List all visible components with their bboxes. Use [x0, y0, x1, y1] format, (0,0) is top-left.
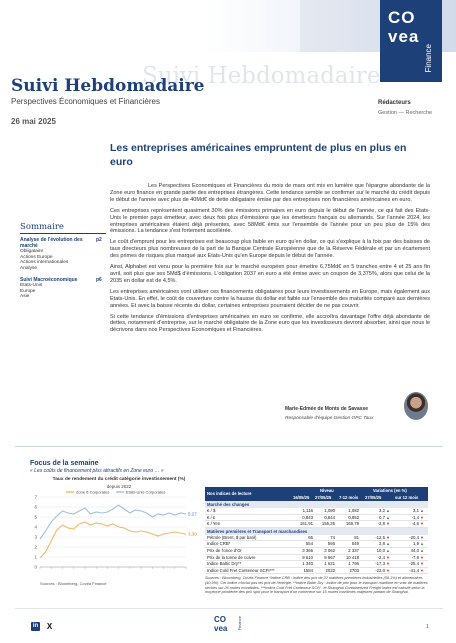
variation-1: -2,8	[377, 521, 385, 527]
y-tick-label: 0	[34, 564, 37, 570]
value-date2: 2032	[325, 567, 335, 573]
value-date2: 74	[330, 534, 335, 540]
variation-2: -41,4	[409, 567, 419, 573]
section-divider	[15, 446, 443, 447]
article-paragraph: Le coût d'emprunt pour les entreprises est beaucoup plus faible en euro qu'en dollar, ce qui s'explique à la fois par des baisses de taux directeurs plus nombreuses de la part de la Banque Centrale Européenne que de la Réserve Fédérale et par un écartement des primes de risques plus marqué aux Etats-Unis qu'en Europe depuis le début de l'année.	[110, 239, 430, 260]
arrow-down-icon: ▼	[386, 534, 390, 540]
sommaire-item[interactable]: Actions internationales	[20, 260, 69, 265]
redacteurs-names: Gestion — Recherche	[378, 110, 433, 116]
value-date2: 0,844	[324, 514, 335, 520]
fx-rows	[205, 508, 428, 528]
logo-sub: Finance	[424, 44, 433, 73]
variation-1: 2,8	[379, 541, 385, 547]
header-var1: 27/05/25	[365, 495, 382, 500]
y-tick-label: 4	[34, 524, 37, 530]
article-body	[110, 183, 430, 338]
value-date1: 1,116	[302, 508, 313, 513]
y-tick-label: 6	[34, 504, 37, 510]
row-name: Indice CRB*	[207, 541, 231, 547]
value-date2: 566	[327, 541, 335, 547]
value-date1: 3 366	[302, 547, 313, 553]
value-date3: 1,082	[348, 508, 359, 513]
focus-subtitle: « Les coûts de financement plus attractifs en Zone euro … »	[30, 468, 164, 474]
variation-1: 0,7	[379, 514, 385, 520]
value-date2: 1 621	[324, 561, 335, 567]
row-name: Indice Cold Fret Conteneur SCFI***	[207, 567, 275, 573]
value-date2: 1,080	[324, 508, 335, 513]
value-date1: 554	[305, 541, 313, 547]
table-section-title: Marché des changes	[205, 501, 428, 508]
series-line-zone-euro	[40, 522, 186, 558]
row-name: € / Yen	[207, 521, 221, 527]
article-headline: Les entreprises américaines empruntent de plus en plus en euro	[110, 142, 407, 168]
value-date2: 9 667	[324, 554, 335, 560]
row-name: Indice Baltic Dry**	[207, 561, 242, 567]
chart-title: Taux de rendement du crédit catégorie investissement (%)	[52, 477, 186, 482]
value-date3: 169,79	[345, 521, 359, 527]
sommaire-item[interactable]: Analyse	[20, 265, 38, 271]
footer-divider	[15, 608, 443, 609]
variation-2: 44,0	[410, 547, 419, 553]
row-name: Prix de l'once d'Or	[207, 547, 242, 553]
footer-logo-line2: vea	[214, 624, 228, 633]
linkedin-icon[interactable]: in	[32, 623, 39, 629]
arrow-down-icon: ▼	[386, 521, 390, 527]
arrow-up-icon: ▲	[420, 541, 424, 547]
header-niveau: Niveau	[320, 488, 334, 493]
value-date1: 1 340	[302, 561, 313, 567]
value-date1: 65	[308, 534, 313, 540]
footer-logo-line1: CO	[214, 615, 226, 624]
page-title: Suivi Hebdomadaire	[11, 76, 205, 96]
variation-1: -2,4	[377, 554, 385, 560]
sommaire-item[interactable]: Asie	[20, 294, 30, 299]
author-name: Marie-Edmée de Monts de Savasse	[285, 406, 369, 412]
variation-2: 3,1	[413, 508, 419, 513]
arrow-up-icon: ▲	[386, 514, 390, 520]
table-row	[205, 508, 428, 515]
author-role: Responsable d'équipe Gestion OPC Taux	[285, 416, 374, 421]
table-row	[205, 555, 428, 562]
sommaire-section-marches[interactable]	[20, 237, 102, 249]
redacteurs-label: Rédacteurs	[378, 100, 411, 106]
value-date1: 0,843	[302, 514, 313, 520]
row-name: € / $	[207, 508, 216, 513]
arrow-up-icon: ▲	[386, 541, 390, 547]
value-date3: 549	[351, 541, 359, 547]
author-avatar	[404, 392, 428, 420]
sommaire-title: Sommaire	[20, 222, 106, 234]
arrow-down-icon: ▼	[386, 561, 390, 567]
legend-label: Etats-Unis Corporates	[126, 489, 166, 495]
y-tick-label: 5	[34, 514, 37, 520]
article-paragraph: Si cette tendance d'émissions d'entreprises américaines en euro se confirme, elle accroîtra davantage l'offre déjà abondante de dettes, notamment d'entreprise, sur le marché obligataire de la Zone euro que les investisseurs devront absorber, ainsi que nous le décrivons dans nos Perspectives Economiques et Financières.	[110, 313, 430, 334]
x-icon[interactable]: X	[46, 622, 53, 631]
arrow-down-icon: ▼	[420, 534, 424, 540]
row-name: Prix de la tonne de cuivre	[207, 554, 256, 560]
legend-label: Zone € Corporates	[76, 489, 110, 495]
arrow-down-icon: ▼	[386, 567, 390, 573]
value-date3: 81	[354, 534, 359, 540]
sommaire-item[interactable]: Etats-Unis	[20, 283, 43, 288]
arrow-down-icon: ▼	[420, 554, 424, 560]
variation-1: -12,5	[375, 534, 385, 540]
header-date2: 27/05/25	[315, 495, 332, 500]
value-date3: 1 796	[348, 561, 359, 567]
table-row	[205, 548, 428, 555]
article-paragraph: Ainsi, Alphabet est venu pour la première fois sur le marché européen pour émettre 6,75Md€ en 5 tranches entre 4 et 25 ans fin avril, soit plus que ses 5Md$ d'émissions. L'obligation 2037 en euro a été émise avec un coupon de 3,375%, alors que celui de la 2035 en dollar est de 4,5%.	[110, 264, 430, 284]
page-subtitle: Perspectives Économiques et Financières	[11, 97, 160, 106]
header-variations: Variations (en %)	[373, 488, 407, 493]
value-date1: 9 610	[302, 554, 313, 560]
variation-2: -25,4	[409, 561, 419, 567]
value-date1: 161,91	[299, 521, 313, 527]
table-source: Sources : Bloomberg, Covéa Finance *Indice CRB : indice des prix de 22 matières premières industrielles (59,1%) et alimentaires (40,9%). Cet indice n'inclut pas les prix de l'énergie. **Indice Baltic Dry : indice de prix pour le transport maritime en vrac de matières sèches sur 26 routes mondiales. ***Indice Cold Fret Conteneur SCFI : le Shanghai Containerized Freight Index est calculé selon la moyenne pondérée des prix spot pour le transport d'un conteneur sur 15 routes maritimes majeures partant de Shanghai.	[205, 576, 428, 595]
value-date3: 2703	[349, 567, 359, 573]
end-value-label: 5,27	[188, 511, 197, 517]
variation-2: -20,4	[409, 534, 419, 540]
value-date2: 3 062	[324, 547, 335, 553]
row-name: Pétrole (Brent, $ par baril)	[207, 534, 257, 540]
sommaire-item[interactable]: Obligataire	[20, 249, 44, 254]
focus-title: Focus de la semaine	[30, 460, 99, 467]
variation-1: 3,2	[379, 508, 385, 513]
title-watermark: Suivi Hebdomadaire	[142, 63, 381, 89]
arrow-down-icon: ▼	[420, 521, 424, 527]
article-paragraph: Les entreprises américaines vont utiliser ces financements obligataires pour leurs investissements en Europe, mais également aux Etats-Unis. En effet, le coût de couverture contre la hausse du dollar est faible sur l'ensemble des maturités comparé aux dernières années. Et avec la baisse récente du dollar, certaines entreprises pourraient décider de ne pas couvrir.	[110, 288, 430, 309]
header-var2: sur 12 mois	[395, 495, 419, 500]
variation-2: 1,9	[413, 541, 419, 547]
sommaire-section-page: p6	[96, 277, 102, 283]
y-tick-label: 2	[34, 544, 37, 550]
sommaire-item[interactable]: Europe	[20, 288, 36, 294]
footer-logo	[214, 614, 244, 638]
variation-1: -17,3	[375, 561, 385, 567]
table-row	[205, 561, 428, 568]
y-tick-label: 1	[34, 554, 37, 560]
sommaire-section-page: p2	[96, 237, 102, 243]
commodity-rows	[205, 535, 428, 575]
footer-logo-sub: Finance	[237, 616, 242, 631]
y-tick-label: 7	[34, 494, 37, 500]
arrow-down-icon: ▼	[420, 567, 424, 573]
sommaire-panel	[20, 222, 106, 300]
market-indicators-table	[205, 487, 428, 595]
logo-line2: vea	[388, 27, 420, 46]
y-tick-label: 3	[34, 534, 37, 540]
sommaire-section-label: Analyse de l'évolution des marché	[20, 237, 83, 249]
value-date1: 1584	[303, 567, 313, 573]
publication-date: 26 mai 2025	[11, 117, 56, 126]
arrow-up-icon: ▲	[386, 508, 390, 513]
variation-1: -22,0	[375, 567, 385, 573]
table-header	[205, 487, 428, 501]
sommaire-section-macro[interactable]	[20, 277, 102, 283]
variation-2: -7,8	[411, 554, 419, 560]
value-date3: 2 337	[348, 547, 359, 553]
arrow-down-icon: ▼	[386, 554, 390, 560]
article-paragraph: Les Perspectives Economiques et Financières du mois de mars ont mis en lumière que l'épargne abondante de la Zone euro finance en grande partie des entreprises étrangères. Cette tendance semble se confirmer sur le marché du crédit depuis le début de l'année avec plus de 40Md€ de dette obligataire émise par des entreprises non financières américaines en euro.	[110, 183, 430, 203]
chart-source: Sources : Bloomberg, Covéa Finance	[40, 581, 107, 586]
arrow-up-icon: ▲	[386, 547, 390, 553]
article-paragraph: Ces entreprises représentent quasiment 30% des émissions primaires en euro depuis le début de l'année, ce qui fait des Etats-Unis le premier pays émetteur, avec deux fois plus d'émissions que les émetteurs français ou allemands. Sur l'année 2024, les entreprises américaines étaient déjà présentes, avec 58Md€ émis sur l'ensemble de l'année pour un peu plus de 15% des émissions. La tendance s'est fortement accélérée.	[110, 207, 430, 235]
sommaire-item[interactable]: Actions Europe	[20, 254, 53, 260]
value-date3: 0,852	[348, 514, 359, 520]
arrow-down-icon: ▼	[420, 514, 424, 520]
table-row	[205, 521, 428, 528]
table-row	[205, 541, 428, 548]
table-row	[205, 535, 428, 542]
page-number: 1	[426, 624, 429, 630]
logo-line1: CO	[388, 8, 416, 27]
variation-2: -1,4	[411, 514, 419, 520]
value-date3: 10 418	[345, 554, 359, 560]
variation-1: 10,0	[376, 547, 385, 553]
header-indices: Nos indices de lecture	[207, 491, 252, 496]
header-date1: 16/05/25	[293, 495, 310, 500]
table-row	[205, 515, 428, 522]
chart-subtitle: depuis 2022	[106, 484, 132, 489]
value-date2: 155,25	[321, 521, 335, 527]
yield-line-chart	[26, 489, 202, 581]
variation-2: -4,6	[411, 521, 419, 527]
end-value-label: 3,30	[188, 531, 197, 537]
arrow-down-icon: ▼	[420, 561, 424, 567]
covea-finance-logo	[380, 0, 442, 82]
arrow-up-icon: ▲	[420, 508, 424, 513]
arrow-up-icon: ▲	[420, 547, 424, 553]
table-row	[205, 568, 428, 575]
header-date3: 7-12 mois	[339, 495, 359, 500]
sommaire-section-label: Suivi Macroéconomique	[20, 277, 78, 283]
table-section-title: Matières premières et Transport et marchandises	[205, 528, 428, 535]
row-name: € / £	[207, 514, 216, 520]
